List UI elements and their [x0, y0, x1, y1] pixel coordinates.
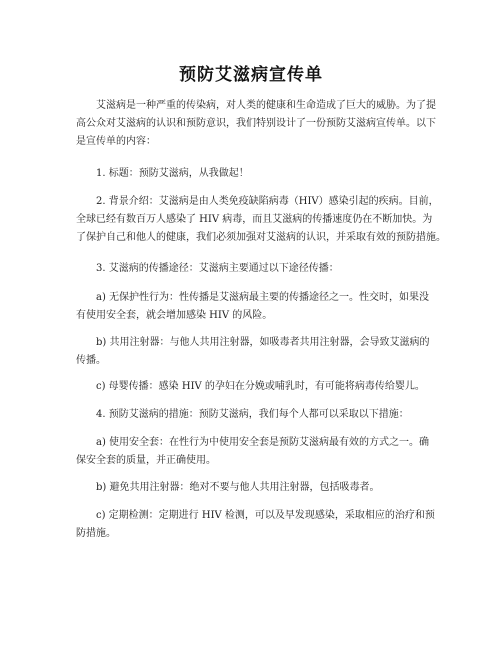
text-line: 2. 背景介绍：艾滋病是由人类免疫缺陷病毒（HIV）感染引起的疾病。目前，: [96, 196, 439, 207]
text-line: b) 避免共用注射器：绝对不要与他人共用注射器，包括吸毒者。: [96, 482, 380, 493]
text-line: 艾滋病是一种严重的传染病，对人类的健康和生命造成了巨大的威胁。为了提: [96, 100, 436, 111]
item-4-paragraph: [76, 406, 436, 424]
intro-paragraph: [76, 97, 436, 151]
text-line: 4. 预防艾滋病的措施：预防艾滋病，我们每个人都可以采取以下措施：: [96, 409, 409, 420]
text-line: 高公众对艾滋病的认识和预防意识，我们特别设计了一份预防艾滋病宣传单。以下: [76, 118, 436, 129]
document-title: 预防艾滋病宣传单: [179, 65, 323, 85]
text-line: 保安全套的质量，并正确使用。: [76, 455, 216, 466]
text-line: 了保护自己和他人的健康，我们必须加强对艾滋病的认识，并采取有效的预防措施。: [76, 232, 446, 243]
item-4a-paragraph: [76, 434, 436, 470]
text-line: 3. 艾滋病的传播途径：艾滋病主要通过以下途径传播：: [96, 263, 339, 274]
text-line: c) 定期检测：定期进行 HIV 检测，可以及早发现感染，采取相应的治疗和预: [96, 510, 435, 521]
text-line: 全球已经有数百万人感染了 HIV 病毒，而且艾滋病的传播速度仍在不断加快。为: [76, 214, 433, 225]
text-line: 1. 标题：预防艾滋病，从我做起！: [96, 168, 249, 179]
text-line: 防措施。: [76, 528, 116, 539]
item-3c-paragraph: [76, 378, 436, 396]
item-4b-paragraph: [76, 479, 436, 497]
item-3-paragraph: [76, 260, 436, 278]
item-3b-paragraph: [76, 334, 436, 370]
item-1-paragraph: [76, 165, 436, 183]
text-line: 是宣传单的内容：: [76, 136, 156, 147]
text-line: 有使用安全套，就会增加感染 HIV 的风险。: [76, 310, 273, 321]
text-line: 传播。: [76, 355, 106, 366]
text-line: b) 共用注射器：与他人共用注射器，如吸毒者共用注射器，会导致艾滋病的: [96, 337, 430, 348]
text-line: a) 使用安全套：在性行为中使用安全套是预防艾滋病最有效的方式之一。确: [96, 437, 430, 448]
item-3a-paragraph: [76, 289, 436, 325]
item-4c-paragraph: [76, 507, 436, 543]
text-line: a) 无保护性行为：性传播是艾滋病最主要的传播途径之一。性交时，如果没: [96, 292, 430, 303]
text-line: c) 母婴传播：感染 HIV 的孕妇在分娩或哺乳时，有可能将病毒传给婴儿。: [96, 381, 425, 392]
item-2-paragraph: [76, 193, 446, 247]
